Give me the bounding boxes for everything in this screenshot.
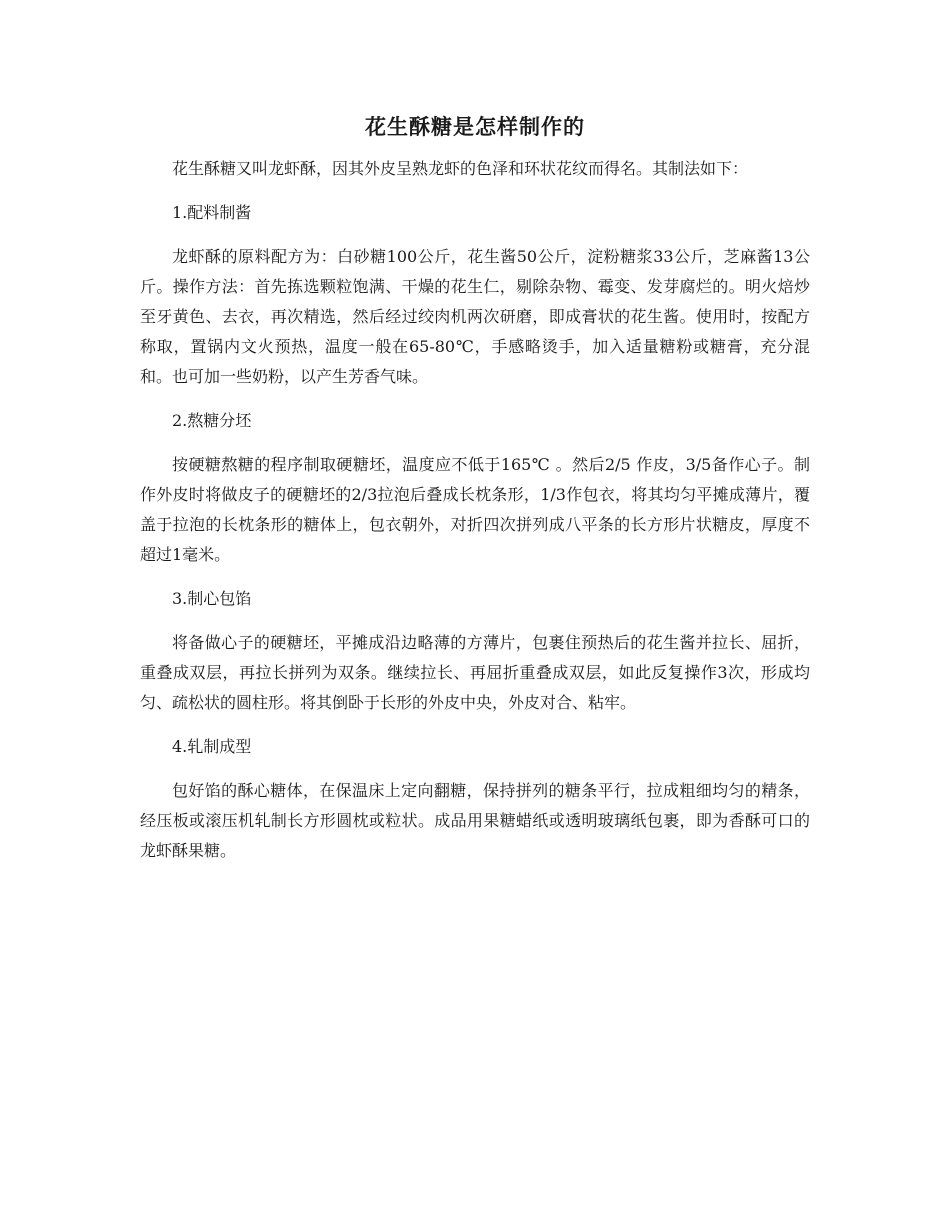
document-title: 花生酥糖是怎样制作的 [365, 115, 585, 139]
section-body-4: 包好馅的酥心糖体，在保温床上定向翻糖，保持拼列的糖条平行，拉成粗细均匀的精条，经压板或滚压机轧制长方形圆枕或粒状。成品用果糖蜡纸或透明玻璃纸包裹，即为香酥可口的龙虾酥果糖。 [140, 781, 810, 860]
section-body-1: 龙虾酥的原料配方为：白砂糖100公斤，花生酱50公斤，淀粉糖浆33公斤，芝麻酱13公斤。操作方法：首先拣选颗粒饱满、干燥的花生仁，剔除杂物、霉变、发芽腐烂的。明火焙炒至牙黄色、去衣，再次精选，然后经过绞肉机两次研磨，即成膏状的花生酱。使用时，按配方称取，置锅内文火预热，温度一般在65-80℃，手感略烫手，加入适量糖粉或糖膏，充分混和。也可加一些奶粉，以产生芳香气味。 [140, 247, 810, 386]
section-body-3: 将备做心子的硬糖坯，平摊成沿边略薄的方薄片，包裹住预热后的花生酱并拉长、屈折，重叠成双层，再拉长拼列为双条。继续拉长、再屈折重叠成双层，如此反复操作3次，形成均匀、疏松状的圆柱形。将其倒卧于长形的外皮中央，外皮对合、粘牢。 [140, 633, 810, 712]
section-body-2: 按硬糖熬糖的程序制取硬糖坯，温度应不低于165℃ 。然后2/5 作皮，3/5备作心子。制作外皮时将做皮子的硬糖坯的2/3拉泡后叠成长枕条形，1/3作包衣，将其均匀平摊成薄片，覆盖于拉泡的长枕条形的糖体上，包衣朝外，对折四次拼列成八平条的长方形片状糖皮，厚度不超过1毫米。 [140, 455, 810, 564]
document-page [140, 112, 810, 880]
section-heading-3: 3.制心包馅 [172, 589, 252, 608]
section-heading-2: 2.熬糖分坯 [172, 411, 252, 430]
section-heading-4: 4.轧制成型 [172, 737, 252, 756]
intro-paragraph: 花生酥糖又叫龙虾酥，因其外皮呈熟龙虾的色泽和环状花纹而得名。其制法如下： [172, 159, 749, 178]
section-heading-1: 1.配料制酱 [172, 203, 252, 222]
